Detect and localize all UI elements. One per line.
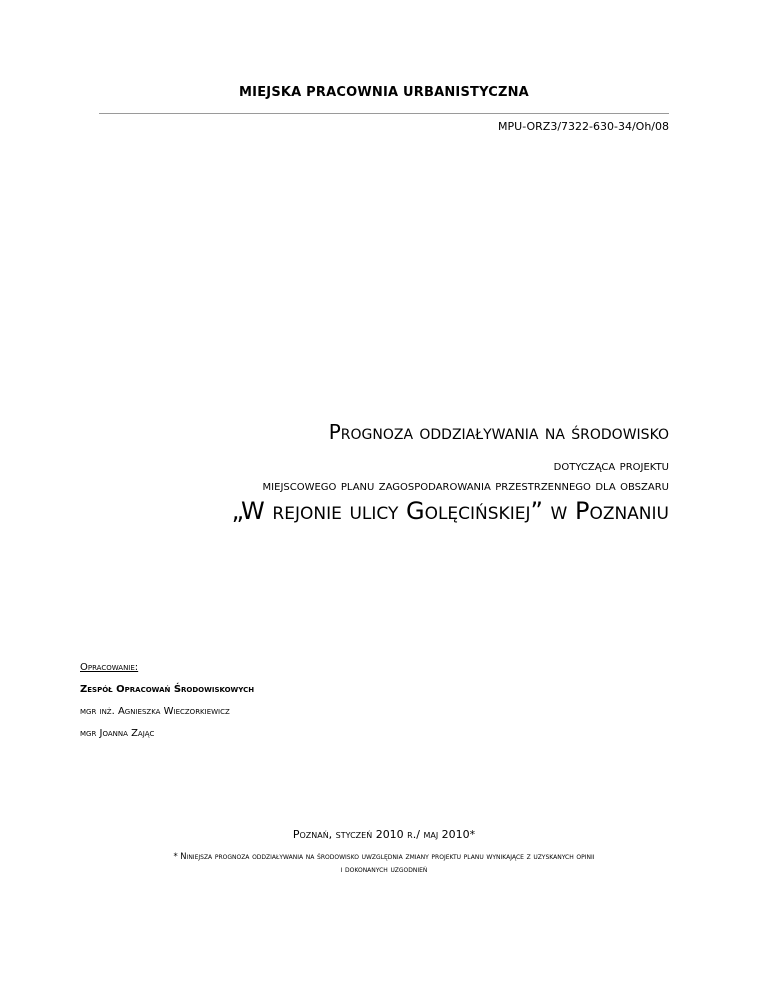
institution-name: MIEJSKA PRACOWNIA URBANISTYCZNA <box>239 85 529 100</box>
author-2: mgr Joanna Zając <box>80 728 155 739</box>
footnote-line-2: i dokonanych uzgodnień <box>340 864 428 874</box>
author-1: mgr inż. Agnieszka Wieczorkiewicz <box>80 706 230 717</box>
title-subline-1: dotycząca projektu <box>553 458 669 474</box>
document-title: Prognoza oddziaływania na środowisko <box>328 420 669 444</box>
footnote <box>0 850 768 876</box>
place-and-date: Poznań, styczeń 2010 r./ maj 2010* <box>292 828 476 841</box>
footnote-line-1: * Niniejsza prognoza oddziaływania na środowisko uwzględnia zmiany projektu planu wynikające z uzyskanych opinii <box>173 851 595 861</box>
team-name: Zespół Opracowań Środowiskowych <box>80 684 255 695</box>
authors-section <box>80 660 254 748</box>
header-divider <box>99 113 669 114</box>
area-name: „W rejonie ulicy Golęcińskiej” w Poznaniu <box>231 497 669 525</box>
document-number: MPU-ORZ3/7322-630-34/Oh/08 <box>498 120 669 133</box>
title-subline-2: miejscowego planu zagospodarowania przestrzennego dla obszaru <box>262 478 669 494</box>
authors-label: Opracowanie: <box>80 662 139 673</box>
